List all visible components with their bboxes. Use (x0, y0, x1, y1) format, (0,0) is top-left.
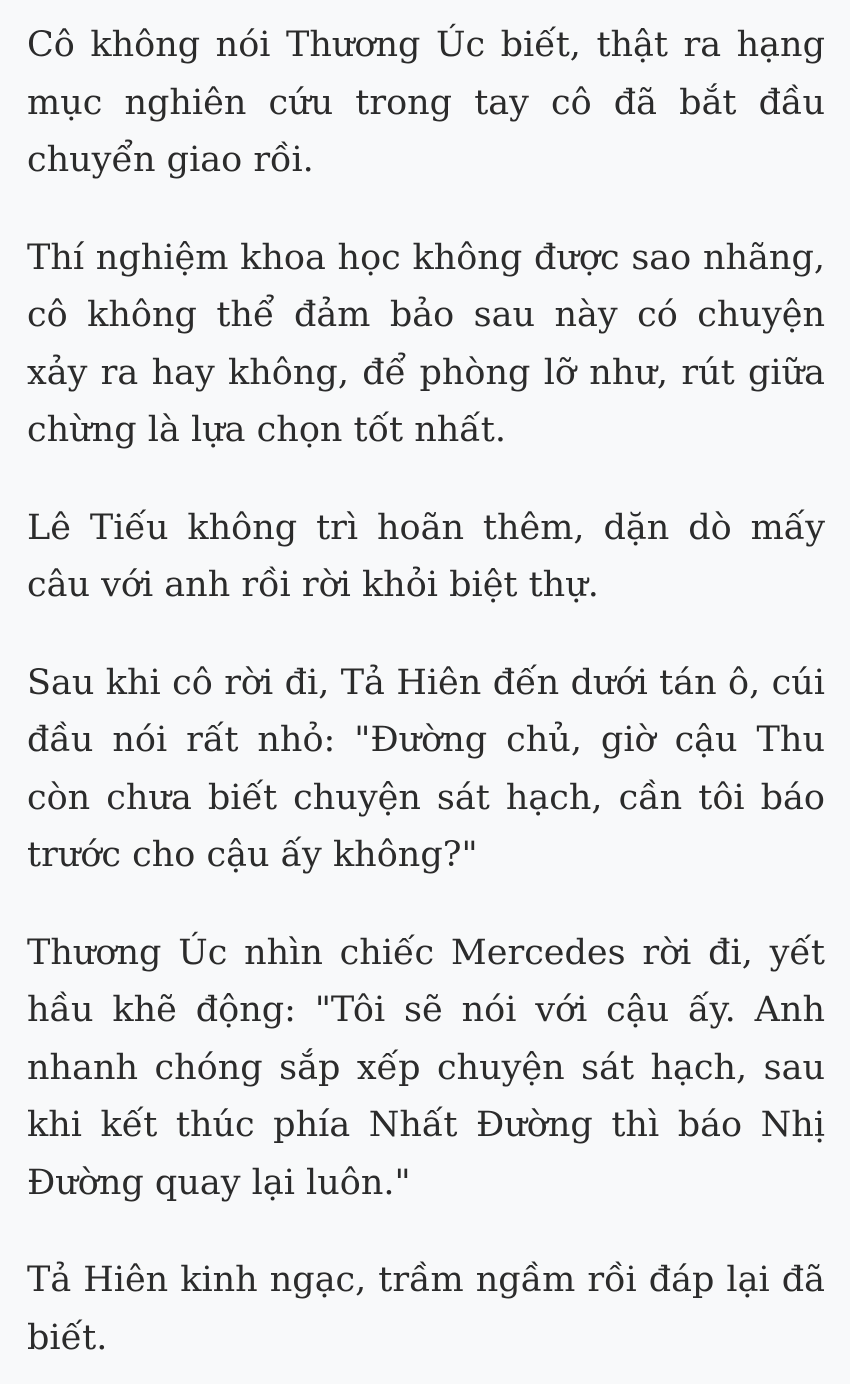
paragraph: Tả Hiên kinh ngạc, trầm ngầm rồi đáp lại đã biết. (27, 1260, 825, 1358)
paragraph: Thương Úc nhìn chiếc Mercedes rời đi, yết hầu khẽ động: "Tôi sẽ nói với cậu ấy. Anh nhanh chóng sắp xếp chuyện sát hạch, sau khi kết thúc phía Nhất Đường thì báo Nhị Đường quay lại luôn." (27, 932, 825, 1203)
paragraph: Lê Tiếu không trì hoãn thêm, dặn dò mấy câu với anh rồi rời khỏi biệt thự. (27, 507, 825, 605)
paragraph: Cô không nói Thương Úc biết, thật ra hạng mục nghiên cứu trong tay cô đã bắt đầu chuyển giao rồi. (27, 25, 825, 180)
paragraph: Thí nghiệm khoa học không được sao nhãng, cô không thể đảm bảo sau này có chuyện xảy ra hay không, để phòng lỡ như, rút giữa chừng là lựa chọn tốt nhất. (27, 237, 825, 450)
paragraph: Sau khi cô rời đi, Tả Hiên đến dưới tán ô, cúi đầu nói rất nhỏ: "Đường chủ, giờ cậu Thu còn chưa biết chuyện sát hạch, cần tôi báo trước cho cậu ấy không?" (27, 662, 825, 875)
